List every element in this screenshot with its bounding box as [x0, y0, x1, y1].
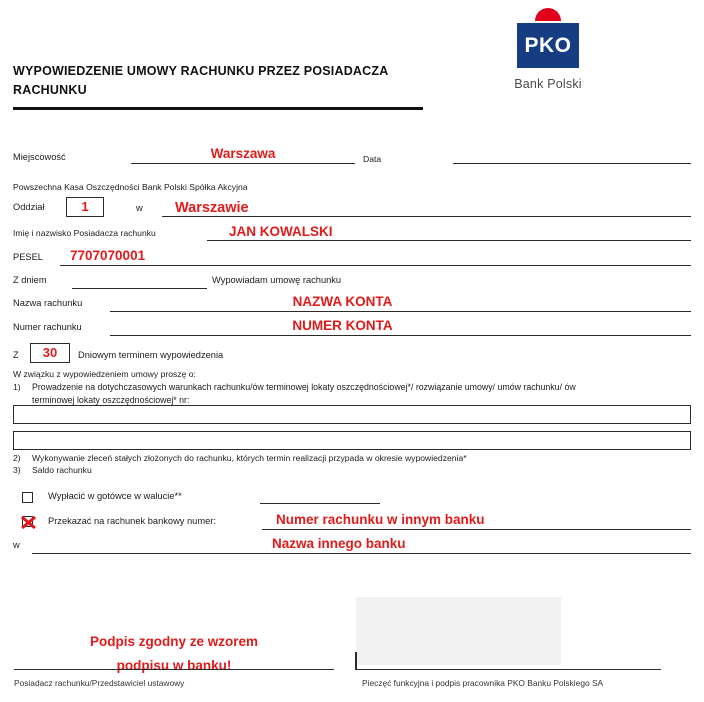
signature-divider-tick — [355, 652, 357, 670]
request-item1-line2: terminowej lokaty oszczędnościowej* nr: — [32, 394, 190, 405]
date-label: Data — [363, 154, 382, 164]
stamp-area — [356, 597, 561, 665]
terminate-label: Wypowiadam umowę rachunku — [212, 275, 342, 285]
notice-suffix-label: Dniowym terminem wypowiedzenia — [78, 350, 224, 360]
account-number-value: NUMER KONTA — [292, 318, 393, 333]
other-bank-line[interactable] — [32, 553, 691, 554]
pko-logo-mark — [517, 8, 579, 68]
transfer-payout-checkbox[interactable] — [21, 515, 34, 528]
request-intro: W związku z wypowiedzeniem umowy proszę o: — [13, 369, 196, 379]
request-item1-box-2[interactable] — [13, 431, 691, 450]
title-divider — [13, 107, 423, 110]
cash-payout-checkbox[interactable] — [22, 492, 33, 503]
request-item2-number: 2) — [13, 453, 21, 463]
holder-value: JAN KOWALSKI — [229, 224, 333, 239]
branch-in-label: w — [136, 203, 143, 213]
holder-input-line[interactable] — [207, 240, 691, 241]
bank-employee-signature-line[interactable] — [356, 669, 661, 670]
city-input-line[interactable] — [131, 163, 355, 164]
signature-note-line-2: podpisu w banku! — [116, 657, 232, 673]
page-title: WYPOWIEDZENIE UMOWY RACHUNKU PRZEZ POSIADACZA RACHUNKU — [13, 64, 388, 98]
city-value: Warszawa — [210, 146, 276, 161]
cash-payout-label: Wypłacić w gotówce w walucie** — [48, 491, 182, 501]
account-name-label: Nazwa rachunku — [13, 298, 83, 308]
pesel-value: 7707070001 — [70, 248, 146, 263]
transfer-account-line[interactable] — [262, 529, 691, 530]
holder-signature-caption: Posiadacz rachunku/Przedstawiciel ustawowy — [14, 678, 185, 688]
signature-note — [14, 630, 334, 677]
request-item1-box-1[interactable] — [13, 405, 691, 424]
date-input-line[interactable] — [453, 163, 691, 164]
bank-employee-caption: Pieczęć funkcyjna i podpis pracownika PKO Banku Polskiego SA — [362, 678, 604, 688]
cash-currency-line[interactable] — [260, 503, 380, 504]
from-day-label: Z dniem — [13, 275, 47, 285]
account-number-label: Numer rachunku — [13, 322, 82, 332]
other-bank-value: Nazwa innego banku — [272, 536, 406, 551]
account-number-input-line[interactable] — [110, 335, 691, 336]
city-label: Miejscowość — [13, 152, 66, 162]
notice-days-value: 30 — [42, 345, 58, 360]
transfer-payout-label: Przekazać na rachunek bankowy numer: — [48, 516, 216, 526]
holder-label: Imię i nazwisko Posiadacza rachunku — [13, 228, 156, 238]
pesel-input-line[interactable] — [60, 265, 691, 266]
from-day-input-line[interactable] — [72, 288, 207, 289]
notice-prefix-label: Z — [13, 350, 19, 360]
request-item1-line1: Prowadzenie na dotychczasowych warunkach rachunku/ów terminowej lokaty oszczędnościowej*/ rozwiązanie umowy/ umów rachunku/ ów — [32, 382, 576, 392]
request-item2-text: Wykonywanie zleceń stałych złożonych do rachunku, których termin realizacji przypada w okresie wypowiedzenia* — [32, 453, 467, 463]
pesel-label: PESEL — [13, 252, 43, 262]
logo-dome-shape — [535, 8, 561, 21]
branch-city-value: Warszawie — [175, 200, 249, 216]
other-bank-prefix-label: w — [13, 540, 20, 550]
signature-note-line-1: Podpis zgodny ze wzorem — [89, 634, 259, 649]
request-item1-number: 1) — [13, 382, 21, 392]
branch-number-value: 1 — [81, 199, 89, 214]
account-name-value: NAZWA KONTA — [292, 294, 393, 309]
transfer-account-value: Numer rachunku w innym banku — [276, 512, 485, 527]
branch-city-line[interactable] — [162, 216, 691, 217]
request-item3-number: 3) — [13, 465, 21, 475]
holder-signature-line[interactable] — [14, 669, 334, 670]
request-item3-text: Saldo rachunku — [32, 465, 92, 475]
pko-logo — [478, 8, 618, 91]
logo-caption: Bank Polski — [514, 77, 582, 91]
branch-label: Oddział — [13, 202, 45, 212]
logo-letters: PKO — [524, 33, 572, 57]
bank-full-name: Powszechna Kasa Oszczędności Bank Polski Spółka Akcyjna — [13, 182, 248, 192]
account-name-input-line[interactable] — [110, 311, 691, 312]
